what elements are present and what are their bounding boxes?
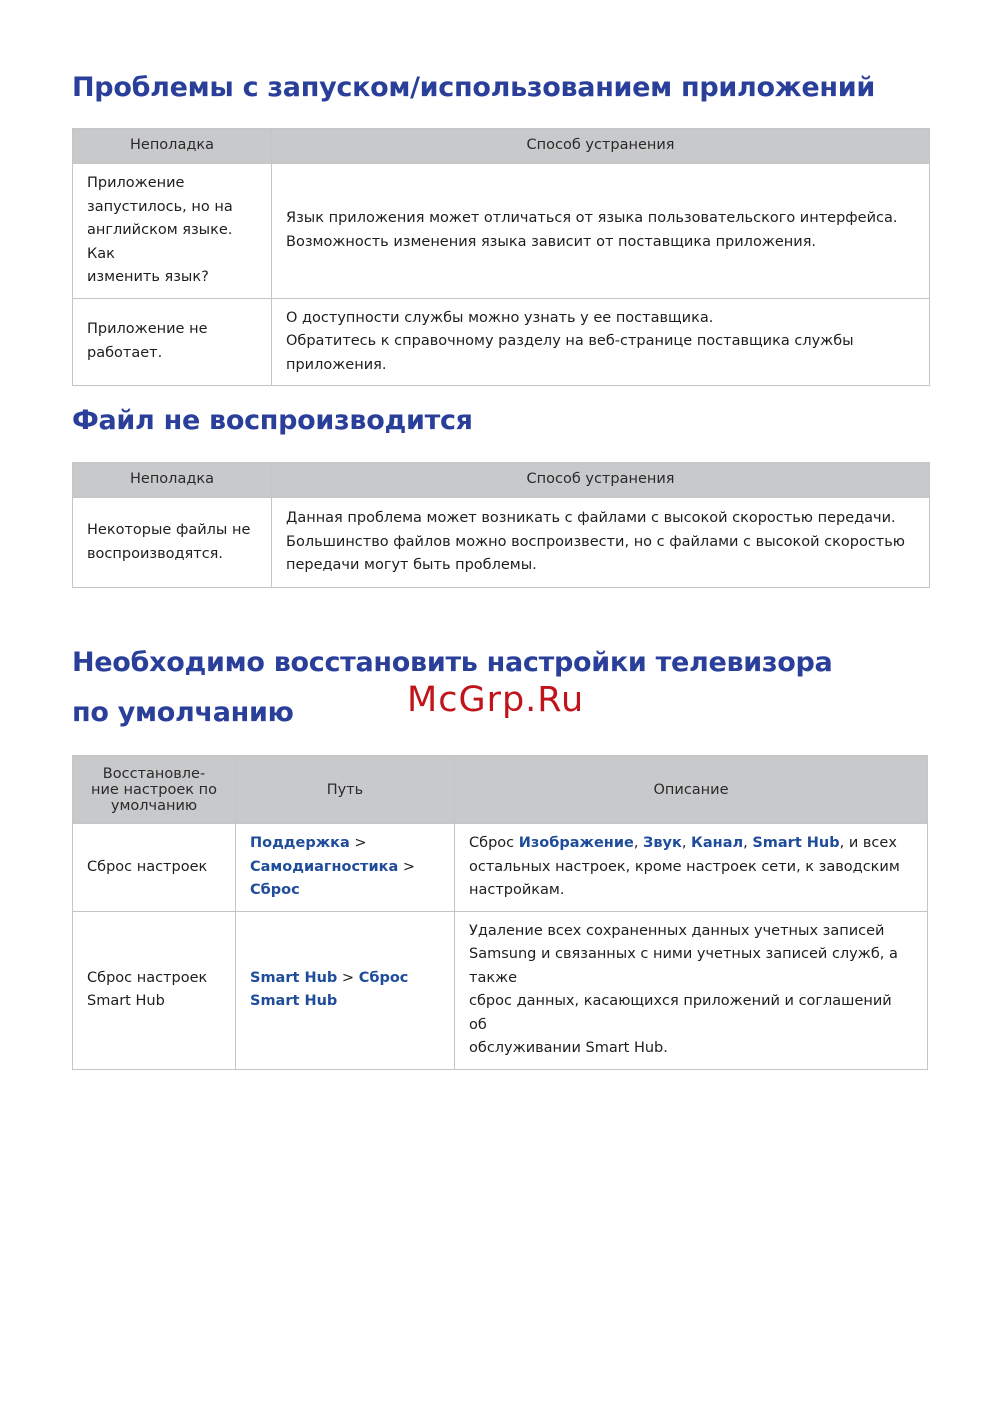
- section-title-reset-settings: Необходимо восстановить настройки телевизора по умолчанию: [72, 647, 833, 728]
- table-row: [73, 911, 928, 1069]
- column-header-path: Путь: [236, 756, 455, 824]
- problem-cell: Приложение не работает.: [73, 298, 272, 386]
- column-header-solution: Способ устранения: [272, 129, 930, 164]
- column-header-reset: Восстановле- ние настроек по умолчанию: [73, 756, 236, 824]
- reset-item-cell: Сброс настроек: [73, 824, 236, 912]
- table-row: [73, 498, 930, 588]
- path-cell: Поддержка > Самодиагностика > Сброс: [236, 824, 455, 912]
- solution-cell: Язык приложения может отличаться от языка пользовательского интерфейса. Возможность изменения языка зависит от поставщика приложения.: [272, 164, 930, 299]
- path-link-self-diagnosis[interactable]: Самодиагностика: [250, 858, 399, 875]
- column-header-solution: Способ устранения: [272, 463, 930, 498]
- problem-cell: Приложение запустилось, но на английском языке. Как изменить язык?: [73, 164, 272, 299]
- problem-cell: Некоторые файлы не воспроизводятся.: [73, 498, 272, 588]
- column-header-problem: Неполадка: [73, 129, 272, 164]
- path-link-support[interactable]: Поддержка: [250, 835, 350, 851]
- section-title-file-not-playing: Файл не воспроизводится: [72, 405, 473, 436]
- reset-settings-table: [72, 755, 928, 1070]
- file-problems-table: [72, 462, 930, 588]
- path-link-smart-hub[interactable]: Smart Hub: [250, 969, 338, 986]
- path-cell: Smart Hub > Сброс Smart Hub: [236, 911, 455, 1069]
- column-header-problem: Неполадка: [73, 463, 272, 498]
- solution-cell: Данная проблема может возникать с файлами с высокой скоростью передачи. Большинство файлов можно воспроизвести, но с файлами с высокой скоростью передачи могут быть проблемы.: [272, 498, 930, 588]
- table-row: [73, 298, 930, 386]
- description-cell: Сброс Изображение, Звук, Канал, Smart Hub, и всех остальных настроек, кроме настроек сети, к заводским настройкам.: [455, 824, 928, 912]
- app-problems-table: [72, 128, 930, 386]
- solution-cell: О доступности службы можно узнать у ее поставщика. Обратитесь к справочному разделу на веб-странице поставщика службы приложения.: [272, 298, 930, 386]
- watermark: McGrp.Ru: [407, 680, 585, 720]
- path-link-reset-smart-hub[interactable]: Сброс Smart Hub: [250, 969, 409, 1009]
- description-cell: Удаление всех сохраненных данных учетных записей Samsung и связанных с ними учетных записей служб, а также сброс данных, касающихся приложений и соглашений об обслуживании Smart Hub.: [455, 911, 928, 1069]
- table-row: [73, 164, 930, 299]
- table-row: [73, 824, 928, 912]
- column-header-description: Описание: [455, 756, 928, 824]
- reset-item-cell: Сброс настроек Smart Hub: [73, 911, 236, 1069]
- path-link-reset[interactable]: Сброс: [250, 882, 300, 898]
- section-title-app-problems: Проблемы с запуском/использованием приложений: [72, 72, 875, 103]
